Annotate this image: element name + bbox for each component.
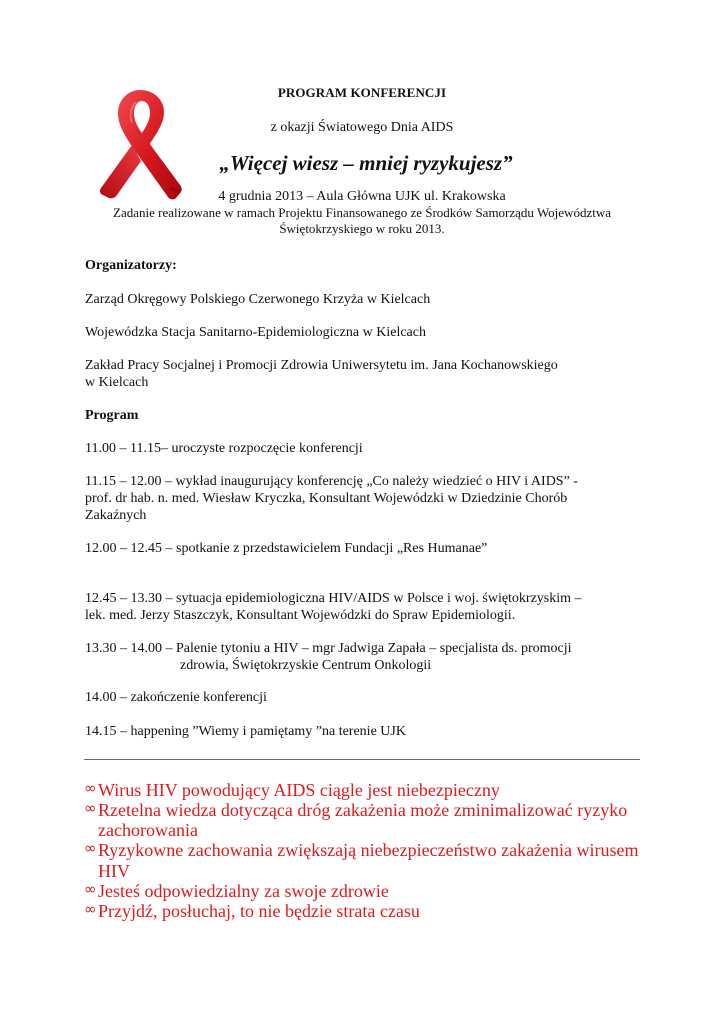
message-text: zachorowania (98, 820, 198, 841)
organizer-item: Zarząd Okręgowy Polskiego Czerwonego Krzyża w Kielcach (85, 292, 431, 307)
program-item (85, 474, 641, 524)
red-ribbon-icon (86, 84, 196, 202)
message-text: Jesteś odpowiedzialny za swoje zdrowie (98, 880, 389, 901)
funding-line: Świętokrzyskiego w roku 2013. (279, 220, 445, 236)
message-text: HIV (98, 860, 130, 881)
section-divider (84, 759, 640, 760)
program-line: zdrowia, Świętokrzyskie Centrum Onkologii (180, 657, 432, 673)
infinity-bullet-icon: ∞ (84, 839, 97, 858)
program-line: 13.30 – 14.00 – Palenie tytoniu a HIV – mgr Jadwiga Zapała – specjalista ds. promocji (85, 641, 572, 656)
program-line: 11.15 – 12.00 – wykład inaugurujący konferencję „Co należy wiedzieć o HIV i AIDS” - (85, 474, 578, 489)
program-heading: Program (85, 408, 139, 423)
conference-slogan: „Więcej wiesz – mniej ryzykujesz” (219, 151, 513, 175)
funding-note (0, 205, 724, 236)
awareness-message (84, 901, 644, 921)
program-item: 11.00 – 11.15– uroczyste rozpoczęcie konferencji (85, 441, 363, 456)
program-item: 14.00 – zakończenie konferencji (85, 690, 267, 705)
organizers-heading: Organizatorzy: (85, 258, 177, 273)
infinity-bullet-icon: ∞ (84, 879, 97, 898)
date-and-venue: 4 grudnia 2013 – Aula Główna UJK ul. Krakowska (218, 189, 506, 204)
message-text: Rzetelna wiedza dotycząca dróg zakażenia może zminimalizować ryzyko (98, 800, 628, 821)
program-item (85, 641, 641, 675)
occasion-subtitle: z okazji Światowego Dnia AIDS (270, 120, 454, 135)
program-line: 12.45 – 13.30 – sytuacja epidemiologiczna HIV/AIDS w Polsce i woj. świętokrzyskim – (85, 591, 582, 606)
organizer-line: w Kielcach (85, 374, 149, 390)
program-item (85, 591, 641, 625)
infinity-bullet-icon: ∞ (84, 899, 97, 918)
infinity-bullet-icon: ∞ (84, 779, 97, 797)
message-text: Wirus HIV powodujący AIDS ciągle jest niebezpieczny (98, 780, 500, 800)
awareness-message (84, 840, 644, 880)
program-line: prof. dr hab. n. med. Wiesław Kryczka, Konsultant Wojewódzki w Dziedzinie Chorób (85, 490, 568, 506)
message-text: Ryzykowne zachowania zwiększają niebezpieczeństwo zakażenia wirusem (98, 840, 639, 861)
program-item: 14.15 – happening ”Wiemy i pamiętamy ”na terenie UJK (85, 724, 406, 739)
program-line: Zakaźnych (85, 507, 147, 523)
infinity-bullet-icon: ∞ (84, 799, 97, 818)
awareness-message (84, 881, 644, 901)
program-line: lek. med. Jerzy Staszczyk, Konsultant Wojewódzki do Spraw Epidemiologii. (85, 607, 516, 623)
program-item: 12.00 – 12.45 – spotkanie z przedstawicielem Fundacji „Res Humanae” (85, 541, 488, 556)
awareness-message (84, 800, 644, 840)
message-text: Przyjdź, posłuchaj, to nie będzie strata czasu (98, 900, 420, 921)
document-title: PROGRAM KONFERENCJI (277, 85, 447, 100)
organizer-item: Wojewódzka Stacja Sanitarno-Epidemiologiczna w Kielcach (85, 325, 426, 340)
organizer-item (85, 358, 641, 392)
funding-line: Zadanie realizowane w ramach Projektu Finansowanego ze Środków Samorządu Województwa (113, 205, 611, 220)
awareness-messages-list (84, 780, 644, 921)
organizer-line: Zakład Pracy Socjalnej i Promocji Zdrowia Uniwersytetu im. Jana Kochanowskiego (85, 358, 558, 373)
awareness-message (84, 780, 644, 800)
